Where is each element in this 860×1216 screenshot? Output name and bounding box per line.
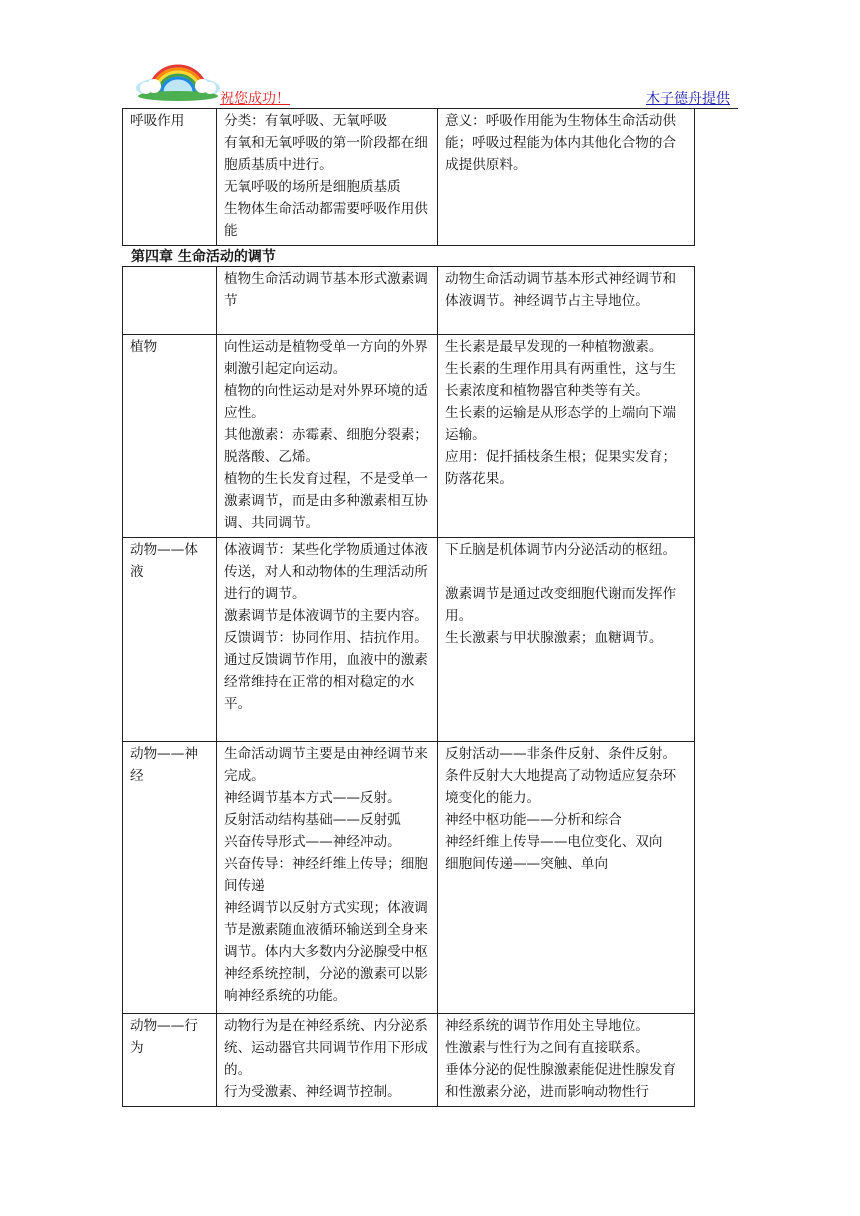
cell-paragraph: 动物生命活动调节基本形式神经调节和体液调节。神经调节占主导地位。 [445, 271, 677, 309]
row-label-cell: 呼吸作用 [123, 109, 217, 246]
cell-paragraph: 体液调节：某些化学物质通过体液传送，对人和动物体的生理活动所进行的调节。 [224, 542, 428, 602]
table2-body [123, 267, 695, 1107]
cell-paragraph: 通过反馈调节作用，血液中的激素经常维持在正常的相对稳定的水平。 [224, 652, 428, 712]
right-content-cell [438, 538, 695, 742]
cell-paragraph: 神经调节以反射方式实现；体液调节是激素随血液循环输送到全身来调节。体内大多数内分泌腺受中枢神经系统控制，分泌的激素可以影响神经系统的功能。 [224, 900, 428, 1004]
cell-paragraph [445, 561, 688, 583]
cell-paragraph: 细胞间传递——突触、单向 [445, 856, 609, 872]
table1-body [123, 109, 695, 246]
cell-paragraph: 反射活动——非条件反射、条件反射。 [445, 746, 677, 762]
right-content-cell [438, 742, 695, 1014]
middle-content-cell [217, 1014, 438, 1107]
table-row [123, 538, 695, 742]
cell-paragraph: 生长素的运输是从形态学的上端向下端运输。 [445, 405, 677, 443]
row-label-cell: 植物 [123, 335, 217, 538]
cell-paragraph: 生命活动调节主要是由神经调节来完成。 [224, 746, 428, 784]
congrats-text: 祝您成功！ [220, 91, 290, 107]
cell-paragraph: 应用：促扦插枝条生根；促果实发育；防落花果。 [445, 449, 677, 487]
table-row [123, 109, 695, 246]
cell-paragraph: 有氧和无氧呼吸的第一阶段都在细胞质基质中进行。 [224, 135, 428, 173]
cell-paragraph: 神经系统的调节作用处主导地位。 [445, 1018, 649, 1034]
cell-paragraph: 其他激素：赤霉素、细胞分裂素；脱落酸、乙烯。 [224, 427, 428, 465]
row-label-cell: 动物——体液 [123, 538, 217, 742]
cell-paragraph: 垂体分泌的促性腺激素能促进性腺发育和性激素分泌，进而影响动物性行 [445, 1062, 677, 1100]
row-label-cell: 动物——行为 [123, 1014, 217, 1107]
rainbow-logo-icon [130, 58, 226, 102]
cell-paragraph: 反射活动结构基础——反射弧 [224, 812, 401, 828]
cell-paragraph: 生长激素与甲状腺激素；血糖调节。 [445, 630, 663, 646]
right-content-cell [438, 109, 695, 246]
middle-content-cell [217, 109, 438, 246]
cell-paragraph: 植物的生长发育过程，不是受单一激素调节，而是由多种激素相互协调、共同调节。 [224, 471, 428, 531]
middle-content-cell [217, 742, 438, 1014]
cell-paragraph: 下丘脑是机体调节内分泌活动的枢纽。 [445, 542, 677, 558]
cell-paragraph: 无氧呼吸的场所是细胞质基质 [224, 179, 401, 195]
cell-paragraph: 神经调节基本方式——反射。 [224, 790, 401, 806]
right-content-cell [438, 267, 695, 335]
cell-paragraph: 兴奋传导形式——神经冲动。 [224, 834, 401, 850]
right-content-cell [438, 1014, 695, 1107]
respiration-table [122, 108, 695, 246]
middle-content-cell [217, 335, 438, 538]
cell-paragraph: 意义：呼吸作用能为生物体生命活动供能；呼吸过程能为体内其他化合物的合成提供原料。 [445, 113, 677, 173]
cell-paragraph: 植物生命活动调节基本形式激素调节 [224, 271, 428, 309]
cell-paragraph: 植物的向性运动是对外界环境的适应性。 [224, 383, 428, 421]
cell-paragraph: 神经纤维上传导——电位变化、双向 [445, 834, 663, 850]
row-label-cell [123, 267, 217, 335]
middle-content-cell [217, 267, 438, 335]
table-row [123, 742, 695, 1014]
cell-paragraph: 神经中枢功能——分析和综合 [445, 812, 622, 828]
page-header [122, 58, 738, 109]
table-row [123, 335, 695, 538]
cell-paragraph: 条件反射大大地提高了动物适应复杂环境变化的能力。 [445, 768, 677, 806]
cell-paragraph: 生长素是最早发现的一种植物激素。 [445, 339, 663, 355]
table-row [123, 267, 695, 335]
cell-paragraph: 生物体生命活动都需要呼吸作用供能 [224, 201, 428, 239]
table-row [123, 1014, 695, 1107]
cell-paragraph: 向性运动是植物受单一方向的外界刺激引起定向运动。 [224, 339, 428, 377]
row-label-cell: 动物——神经 [123, 742, 217, 1014]
cell-paragraph: 分类：有氧呼吸、无氧呼吸 [224, 113, 388, 129]
cell-paragraph: 兴奋传导：神经纤维上传导；细胞间传递 [224, 856, 428, 894]
cell-paragraph: 性激素与性行为之间有直接联系。 [445, 1040, 649, 1056]
middle-content-cell [217, 538, 438, 742]
cell-paragraph: 激素调节是体液调节的主要内容。 [224, 608, 428, 624]
cell-paragraph: 激素调节是通过改变细胞代谢而发挥作用。 [445, 586, 677, 624]
right-content-cell [438, 335, 695, 538]
provider-link[interactable]: 木子德舟提供 [646, 91, 730, 107]
cell-paragraph: 动物行为是在神经系统、内分泌系统、运动器官共同调节作用下形成的。 [224, 1018, 428, 1078]
chapter-title: 第四章 生命活动的调节 [131, 249, 276, 265]
cell-paragraph: 反馈调节：协同作用、拮抗作用。 [224, 630, 428, 646]
regulation-table [122, 266, 695, 1107]
cell-paragraph: 生长素的生理作用具有两重性，这与生长素浓度和植物器官种类等有关。 [445, 361, 677, 399]
cell-paragraph: 行为受激素、神经调节控制。 [224, 1084, 401, 1100]
